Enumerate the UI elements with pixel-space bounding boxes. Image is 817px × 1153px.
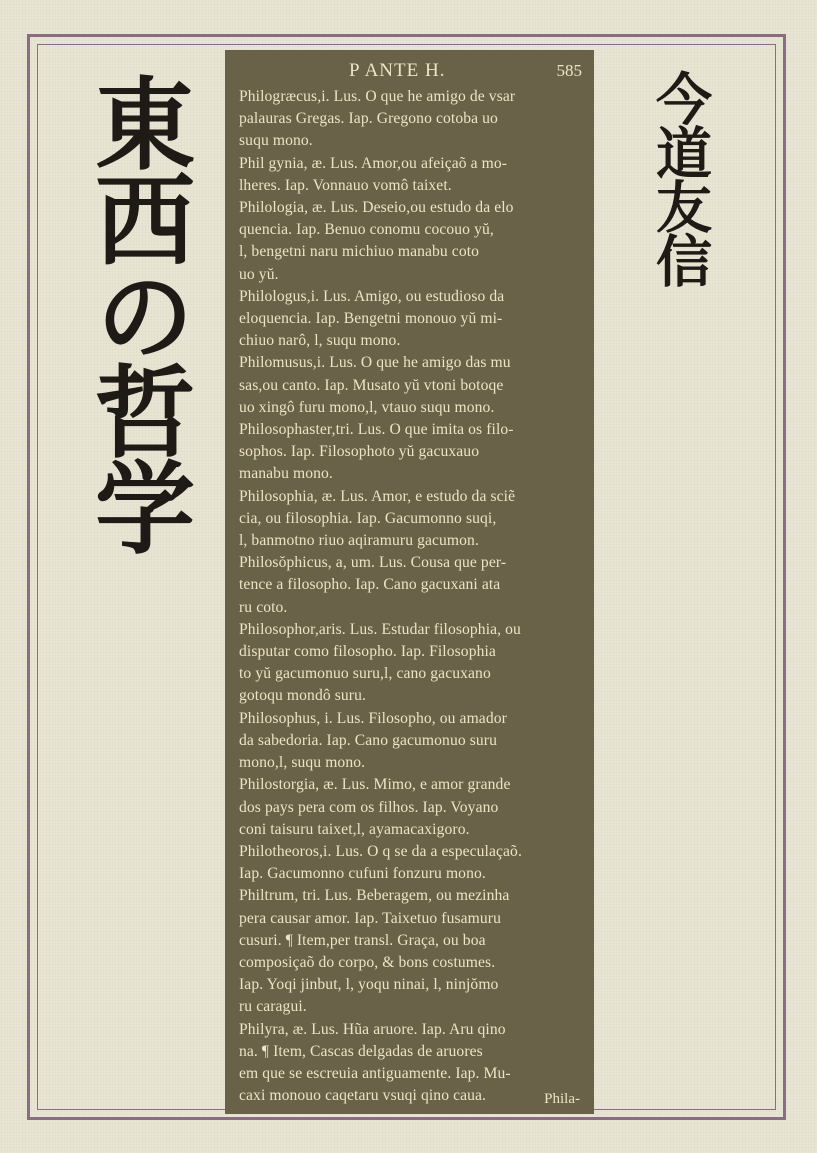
entry-line: mono,l, suqu mono. bbox=[239, 754, 366, 772]
entry-line: caxi monouo caqetaru vsuqi qino caua. bbox=[239, 1087, 487, 1105]
entry-line: lheres. Iap. Vonnauo vomô taixet. bbox=[239, 176, 452, 194]
entry-line: Phil gynia, æ. Lus. Amor,ou afeiçaõ a mo- bbox=[239, 154, 508, 172]
dictionary-entry bbox=[239, 708, 584, 775]
entry-line: manabu mono. bbox=[239, 465, 333, 483]
entry-line: Philosophus, i. Lus. Filosopho, ou amador bbox=[239, 709, 507, 727]
entry-line: gotoqu mondô suru. bbox=[239, 687, 366, 705]
entry-line: uo yŭ. bbox=[239, 265, 279, 283]
entry-line: Philotheoros,i. Lus. O q se da a especulaçaõ. bbox=[239, 842, 522, 860]
entry-line: Philogræcus,i. Lus. O que he amigo de vsar bbox=[239, 88, 516, 105]
entry-line: Philosophaster,tri. Lus. O que imita os filo- bbox=[239, 421, 514, 439]
entry-line: Philosŏphicus, a, um. Lus. Cousa que per- bbox=[239, 554, 507, 572]
dictionary-entry bbox=[239, 352, 584, 419]
entry-line: dos pays pera com os filhos. Iap. Voyano bbox=[239, 798, 499, 816]
entry-line: da sabedoria. Iap. Cano gacumonuo suru bbox=[239, 731, 497, 749]
entry-line: eloquencia. Iap. Bengetni monouo yŭ mi- bbox=[239, 310, 503, 328]
entry-line: Iap. Gacumonno cufuni fonzuru mono. bbox=[239, 865, 486, 883]
entry-line: Philologia, æ. Lus. Deseio,ou estudo da elo bbox=[239, 199, 514, 217]
entry-line: quencia. Iap. Benuo conomu cocouo yŭ, bbox=[239, 221, 494, 239]
catchword: Phila- bbox=[544, 1091, 580, 1107]
entry-line: ru caragui. bbox=[239, 998, 307, 1016]
entry-line: na. ¶ Item, Cascas delgadas de aruores bbox=[239, 1042, 483, 1060]
book-title: 東西の哲学 bbox=[78, 72, 196, 552]
entry-line: pera causar amor. Iap. Taixetuo fusamuru bbox=[239, 909, 501, 927]
dictionary-entry bbox=[239, 286, 584, 353]
entry-line: cia, ou filosophia. Iap. Gacumonno suqi, bbox=[239, 509, 497, 527]
entry-line: cusuri. ¶ Item,per transl. Graça, ou boa bbox=[239, 931, 486, 949]
running-head: P ANTE H. bbox=[349, 60, 446, 81]
entry-line: l, banmotno riuo aqiramuru gacumon. bbox=[239, 532, 479, 550]
entry-line: sas,ou canto. Iap. Musato yŭ vtoni botoqe bbox=[239, 376, 504, 394]
author-name: 今道友信 bbox=[647, 70, 713, 286]
entry-line: coni taisuru taixet,l, ayamacaxigoro. bbox=[239, 820, 470, 838]
dictionary-entry bbox=[239, 552, 584, 619]
dictionary-entry bbox=[239, 774, 584, 841]
entry-line: palauras Gregas. Iap. Gregono cotoba uo bbox=[239, 110, 498, 128]
dictionary-entry bbox=[239, 619, 584, 708]
dictionary-page-panel bbox=[225, 50, 594, 1114]
entry-line: ru coto. bbox=[239, 598, 288, 616]
entry-line: Philologus,i. Lus. Amigo, ou estudioso da bbox=[239, 287, 505, 305]
dictionary-entry bbox=[239, 86, 584, 153]
dictionary-entry bbox=[239, 419, 584, 486]
entry-line: suqu mono. bbox=[239, 132, 313, 150]
entry-line: composiçaõ do corpo, & bons costumes. bbox=[239, 953, 496, 971]
dictionary-entries bbox=[239, 86, 584, 1107]
entry-line: disputar como filosopho. Iap. Filosophia bbox=[239, 643, 496, 661]
dictionary-entry bbox=[239, 1019, 584, 1108]
entry-line: Philyra, æ. Lus. Hũa aruore. Iap. Aru qino bbox=[239, 1020, 506, 1038]
entry-line: tence a filosopho. Iap. Cano gacuxani ata bbox=[239, 576, 501, 594]
entry-line: l, bengetni naru michiuo manabu coto bbox=[239, 243, 480, 261]
page-number: 585 bbox=[556, 61, 582, 80]
entry-line: Philomusus,i. Lus. O que he amigo das mu bbox=[239, 354, 511, 372]
entry-line: chiuo narô, l, suqu mono. bbox=[239, 332, 401, 350]
entry-line: Philosophia, æ. Lus. Amor, e estudo da sciẽ bbox=[239, 487, 516, 505]
entry-line: Iap. Yoqi jinbut, l, yoqu ninai, l, ninjŏmo bbox=[239, 976, 499, 994]
entry-line: to yŭ gacumonuo suru,l, cano gacuxano bbox=[239, 665, 491, 683]
entry-line: Philostorgia, æ. Lus. Mimo, e amor grande bbox=[239, 776, 511, 794]
dictionary-entry bbox=[239, 841, 584, 885]
dictionary-entry bbox=[239, 153, 584, 197]
entry-line: uo xingô furu mono,l, vtauo suqu mono. bbox=[239, 398, 495, 416]
entry-line: Philtrum, tri. Lus. Beberagem, ou mezinha bbox=[239, 887, 510, 905]
entry-line: Philosophor,aris. Lus. Estudar filosophia, ou bbox=[239, 620, 521, 638]
dictionary-entry bbox=[239, 197, 584, 286]
entry-line: sophos. Iap. Filosophoto yŭ gacuxauo bbox=[239, 443, 480, 461]
entry-line: em que se escreuia antiguamente. Iap. Mu- bbox=[239, 1064, 511, 1082]
dictionary-entry bbox=[239, 885, 584, 1018]
dictionary-entry bbox=[239, 486, 584, 553]
dictionary-header bbox=[239, 58, 584, 86]
